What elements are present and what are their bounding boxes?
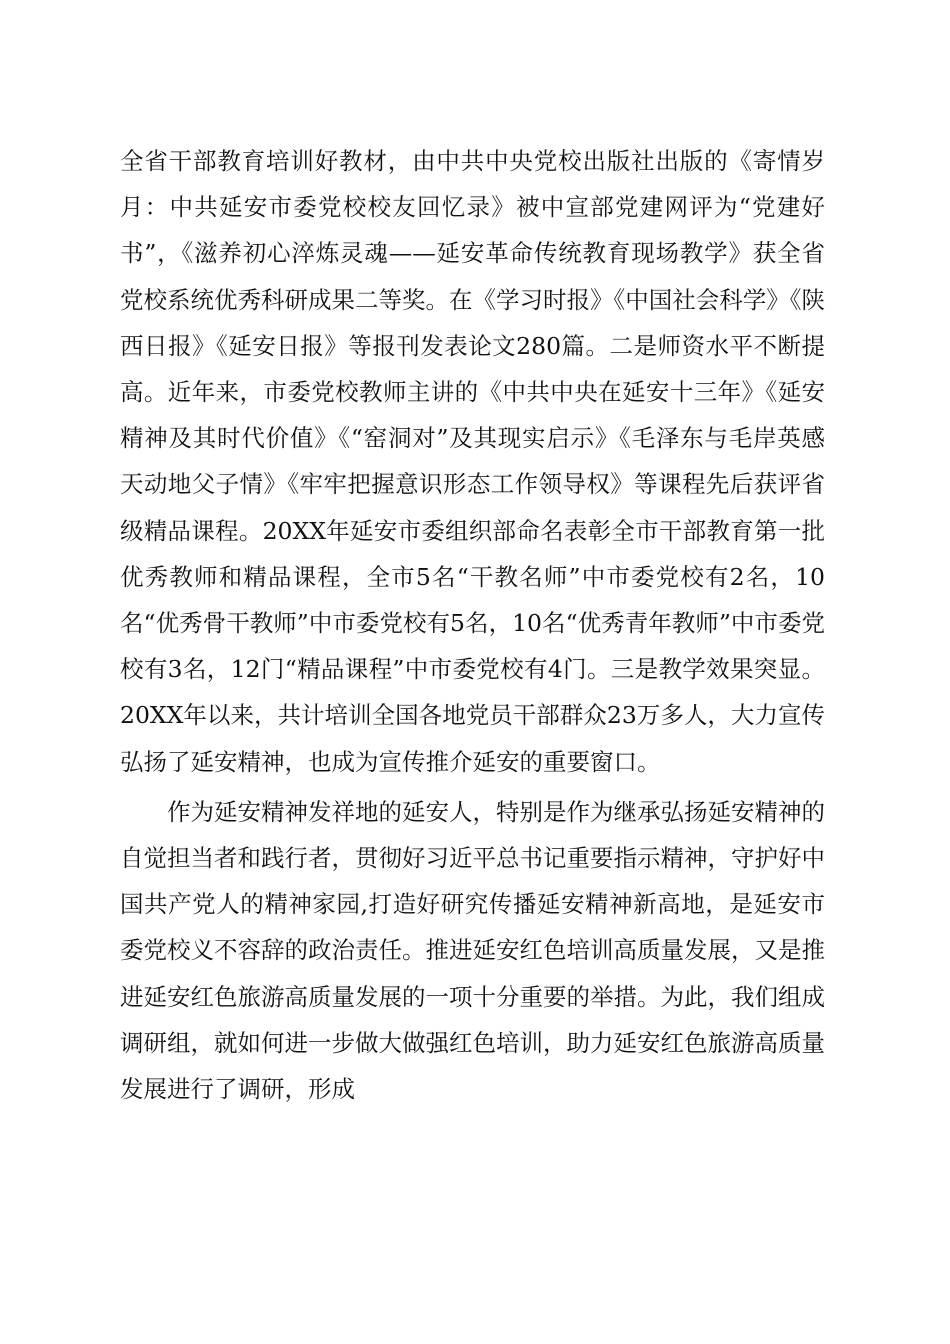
paragraph-continuation: 全省干部教育培训好教材，由中共中央党校出版社出版的《寄情岁月：中共延安市委党校校友回忆录》被中宣部党建网评为“党建好书”，《滋养初心淬炼灵魂——延安革命传统教育现场教学》获全省党校系统优秀科研成果二等奖。在《学习时报》《中国社会科学》《陕西日报》《延安日报》等报刊发表论文280篇。二是师资水平不断提高。近年来，市委党校教师主讲的《中共中央在延安十三年》《延安精神及其时代价值》《“窑洞对”及其现实启示》《毛泽东与毛岸英感天动地父子情》《牢牢把握意识形态工作领导权》等课程先后获评省级精品课程。20XX年延安市委组织部命名表彰全市干部教育第一批优秀教师和精品课程，全市5名“干教名师”中市委党校有2名，10名“优秀骨干教师”中市委党校有5名，10名“优秀青年教师”中市委党校有3名，12门“精品课程”中市委党校有4门。三是教学效果突显。20XX年以来，共计培训全国各地党员干部群众23万多人，大力宣传弘扬了延安精神，也成为宣传推介延安的重要窗口。: [120, 147, 825, 776]
document-body: [120, 138, 825, 1112]
paragraph-yanan-spirit: 作为延安精神发祥地的延安人，特别是作为继承弘扬延安精神的自觉担当者和践行者，贯彻好习近平总书记重要指示精神，守护好中国共产党人的精神家园,打造好研究传播延安精神新高地，是延安市委党校义不容辞的政治责任。推进延安红色培训高质量发展，又是推进延安红色旅游高质量发展的一项十分重要的举措。为此，我们组成调研组，就如何进一步做大做强红色培训，助力延安红色旅游高质量发展进行了调研，形成: [120, 797, 825, 1104]
